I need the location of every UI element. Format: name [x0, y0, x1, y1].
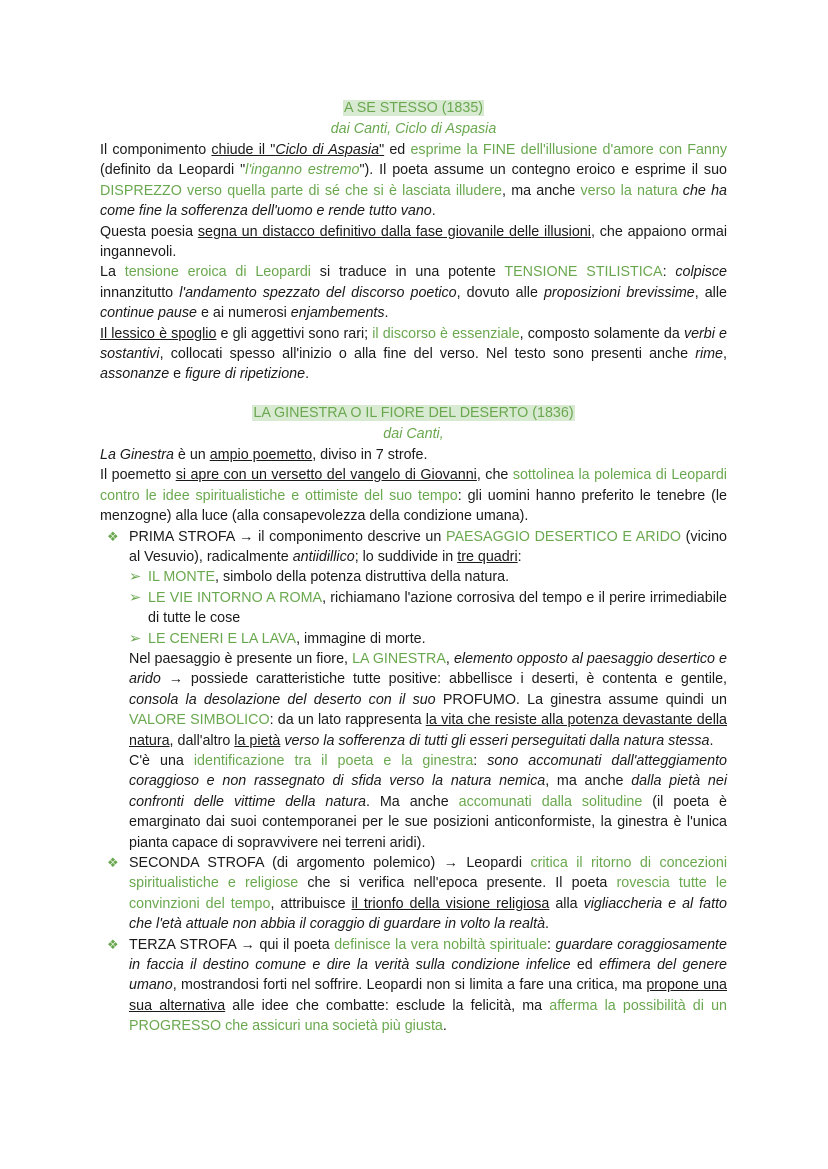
paragraph: Nel paesaggio è presente un fiore, LA GINESTRA, elemento opposto al paesaggio desertico e arido → possiede caratteristiche tutte positive: abbellisce i deserti, è contenta e gentile, consola la desolazione del deserto con il suo PROFUMO. La ginestra assume quindi un VALORE SIMBOLICO: da un lato rappresenta la vita che resiste alla potenza devastante della natura, dall'altro la pietà verso la sofferenza di tutti gli esseri perseguitati dalla natura stessa.	[129, 650, 727, 749]
sub-list-item: ➢ IL MONTE, simbolo della potenza distruttiva della natura.	[129, 567, 727, 587]
paragraph: La tensione eroica di Leopardi si traduce in una potente TENSIONE STILISTICA: colpisce innanzitutto l'andamento spezzato del discorso poetico, dovuto alle proposizioni brevissime, alle continue pause e ai numerosi enjambements.	[100, 264, 728, 322]
paragraph: Il componimento chiude il "Ciclo di Aspasia" ed esprime la FINE dell'illusione d'amore con Fanny (definito da Leopardi "l'inganno estremo"). Il poeta assume un contegno eroico e esprime il suo DISPREZZO verso quella parte di sé che si è lasciata illudere, ma anche verso la natura che ha come fine la sofferenza dell'uomo e rende tutto vano.	[100, 142, 727, 220]
paragraph: La Ginestra è un ampio poemetto, diviso in 7 strofe.	[100, 446, 428, 463]
bullet-list	[100, 527, 727, 1037]
diamond-bullet-icon: ❖	[107, 855, 119, 870]
arrow-bullet-icon: ➢	[129, 589, 141, 606]
sub-list-item: ➢ LE CENERI E LA LAVA, immagine di morte.	[129, 629, 727, 649]
sub-list	[129, 567, 727, 649]
sub-list-item: ➢ LE VIE INTORNO A ROMA, richiamano l'azione corrosiva del tempo e il perire irrimediabile di tutte le cose	[129, 589, 728, 627]
arrow-bullet-icon: ➢	[129, 630, 141, 647]
diamond-bullet-icon: ❖	[107, 528, 119, 544]
document-content	[100, 98, 727, 1037]
paragraph: C'è una identificazione tra il poeta e la ginestra: sono accomunati dall'atteggiamento coraggioso e non rassegnato di sfida verso la natura nemica, ma anche dalla pietà nei confronti delle vittime della natura. Ma anche accomunati dalla solitudine (il poeta è emarginato dai suoi contemporanei per le sue posizioni anticonformiste, la ginestra è l'unica pianta capace di sopravvivere nei terreni aridi).	[129, 752, 728, 851]
list-item: ❖ SECONDA STROFA (di argomento polemico) → Leopardi critica il ritorno di concezioni spiritualistiche e religiose che si verifica nell'epoca presente. Il poeta rovescia tutte le convinzioni del tempo, attribuisce il trionfo della visione religiosa alla vigliaccheria e al fatto che l'età attuale non abbia il coraggio di guardare in volto la realtà.	[107, 855, 728, 933]
paragraph: Il lessico è spoglio e gli aggettivi sono rari; il discorso è essenziale, composto solamente da verbi e sostantivi, collocati spesso all'inizio o alla fine del verso. Nel testo sono presenti anche rime, assonanze e figure di ripetizione.	[100, 325, 727, 383]
section-title: A SE STESSO (1835)	[343, 100, 484, 116]
diamond-bullet-icon: ❖	[107, 936, 119, 952]
list-item: ❖ TERZA STROFA → qui il poeta definisce la vera nobiltà spirituale: guardare coraggiosamente in faccia il destino comune e dire la verità sulla condizione infelice ed effimera del genere umano, mostrandosi forti nel soffrire. Leopardi non si limita a fare una critica, ma propone una sua alternativa alle idee che combatte: esclude la felicità, ma afferma la possibilità di un PROGRESSO che assicuri una società più giusta.	[107, 936, 727, 1035]
section-subtitle: dai Canti, Ciclo di Aspasia	[330, 121, 497, 137]
paragraph: Il poemetto si apre con un versetto del vangelo di Giovanni, che sottolinea la polemica di Leopardi contro le idee spiritualistiche e ottimiste del suo tempo: gli uomini hanno preferito le tenebre (le menzogne) alla luce (alla consapevolezza della condizione umana).	[100, 467, 727, 525]
list-item: ❖ PRIMA STROFA → il componimento descrive un PAESAGGIO DESERTICO E ARIDO (vicino al Vesuvio), radicalmente antiidillico; lo suddivide in tre quadri: ➢ IL MONTE, simbolo della potenza distruttiva della natura. ➢ LE VIE INTORNO A ROMA, richiamano l'azione corrosiva del tempo e il perire irrimediabile di tutte le cose ➢ LE CENERI E LA LAVA, immagine di morte. Nel paesaggio è presente un fiore, LA GINESTRA, elemento opposto al paesaggio desertico e arido → possiede caratteristiche tutte positive: abbellisce i deserti, è contenta e gentile, consola la desolazione del deserto con il suo PROFUMO. La ginestra assume quindi un VALORE SIMBOLICO: da un lato rappresenta la vita che resiste alla potenza devastante della natura, dall'altro la pietà verso la sofferenza di tutti gli esseri perseguitati dalla natura stessa. C'è una identificazione tra il poeta e la ginestra: sono accomunati dall'atteggiamento coraggioso e non rassegnato di sfida verso la natura nemica, ma anche dalla pietà nei confronti delle vittime della natura. Ma anche accomunati dalla solitudine (il poeta è emarginato dai suoi contemporanei per le sue posizioni anticonformiste, la ginestra è l'unica pianta capace di sopravvivere nei terreni aridi).	[100, 527, 727, 854]
section-subtitle: dai Canti,	[383, 425, 444, 442]
section-title: LA GINESTRA O IL FIORE DEL DESERTO (1836)	[253, 404, 574, 421]
paragraph: Questa poesia segna un distacco definitivo dalla fase giovanile delle illusioni, che appaiono ormai ingannevoli.	[100, 223, 728, 261]
arrow-bullet-icon: ➢	[129, 569, 141, 586]
